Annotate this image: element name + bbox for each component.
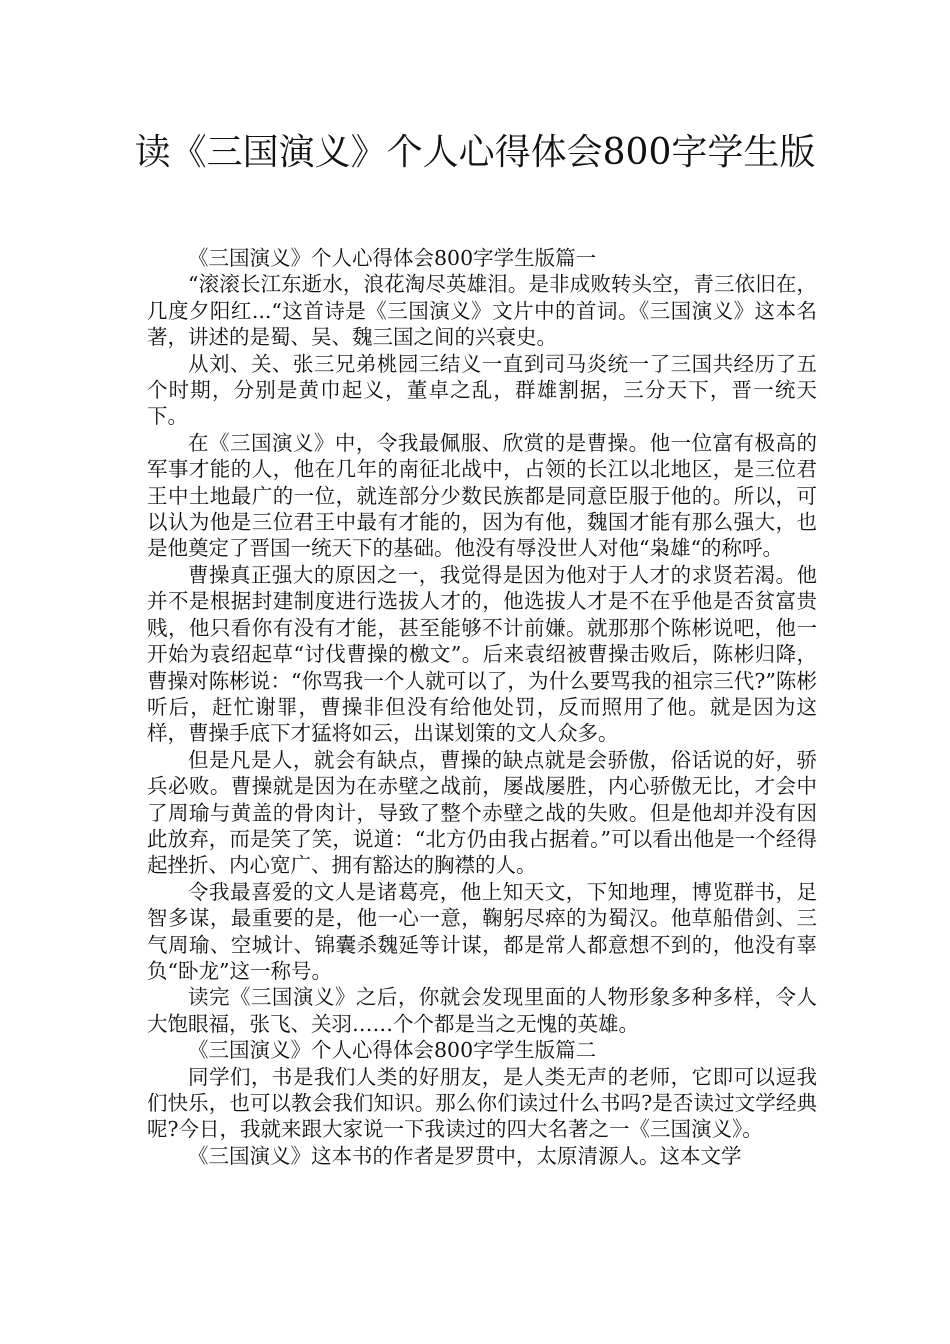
paragraph: 曹操真正强大的原因之一，我觉得是因为他对于人才的求贤若渴。他并不是根据封建制度进行选拔人才的，他选拔人才是不在乎他是否贫富贵贱，他只看你有没有才能，甚至能够不计前嫌。就那那个陈彬说吧，他一开始为袁绍起草“讨伐曹操的檄文”。后来袁绍被曹操击败后，陈彬归降，曹操对陈彬说：“你骂我一个人就可以了，为什么要骂我的祖宗三代?”陈彬听后，赶忙谢罪，曹操非但没有给他处罚，反而照用了他。就是因为这样，曹操手底下才猛将如云，出谋划策的文人众多。 — [147, 562, 817, 746]
paragraph: 《三国演义》这本书的作者是罗贯中，太原清源人。这本文学 — [188, 1143, 742, 1168]
paragraph: “滚滚长江东逝水，浪花淘尽英雄泪。是非成败转头空，青三依旧在，几度夕阳红...“这首诗是《三国演义》文片中的首词。《三国演义》这本名著，讲述的是蜀、吴、魏三国之间的兴衰史。 — [147, 272, 817, 350]
paragraph: 令我最喜爱的文人是诸葛亮，他上知天文，下知地理，博览群书，足智多谋，最重要的是，他一心一意，鞠躬尽瘁的为蜀汉。他草船借剑、三气周瑜、空城计、锦囊杀魏延等计谋，都是常人都意想不到的，他没有辜负“卧龙”这一称号。 — [147, 879, 817, 983]
paragraph: 读完《三国演义》之后，你就会发现里面的人物形象多种多样，令人大饱眼福，张飞、关羽……个个都是当之无愧的英雄。 — [147, 985, 817, 1036]
paragraph: 从刘、关、张三兄弟桃园三结义一直到司马炎统一了三国共经历了五个时期，分别是黄巾起义，董卓之乱，群雄割据，三分天下，晋一统天下。 — [147, 351, 817, 429]
paragraph: 但是凡是人，就会有缺点，曹操的缺点就是会骄傲，俗话说的好，骄兵必败。曹操就是因为在赤壁之战前，屡战屡胜，内心骄傲无比，才会中了周瑜与黄盖的骨肉计，导致了整个赤壁之战的失败。但是他却并没有因此放弃，而是笑了笑，说道：“北方仍由我占据着。”可以看出他是一个经得起挫折、内心宽广、拥有豁达的胸襟的人。 — [147, 747, 817, 878]
paragraph: 同学们，书是我们人类的好朋友，是人类无声的老师，它即可以逗我们快乐，也可以教会我们知识。那么你们读过什么书吗?是否读过文学经典呢?今日，我就来跟大家说一下我读过的四大名著之一《三国演义》。 — [147, 1064, 817, 1142]
document-body — [147, 245, 817, 1169]
document-title: 读《三国演义》个人心得体会800字学生版 — [134, 132, 816, 173]
section-heading-1: 《三国演义》个人心得体会800字学生版篇一 — [188, 246, 597, 270]
section-heading-2: 《三国演义》个人心得体会800字学生版篇二 — [188, 1038, 597, 1063]
paragraph: 在《三国演义》中，令我最佩服、欣赏的是曹操。他一位富有极高的军事才能的人，他在几年的南征北战中，占领的长江以北地区，是三位君王中土地最广的一位，就连部分少数民族都是同意臣服于他的。所以，可以认为他是三位君王中最有才能的，因为有他，魏国才能有那么强大，也是他奠定了晋国一统天下的基础。他没有辱没世人对他“枭雄“的称呼。 — [147, 430, 817, 561]
